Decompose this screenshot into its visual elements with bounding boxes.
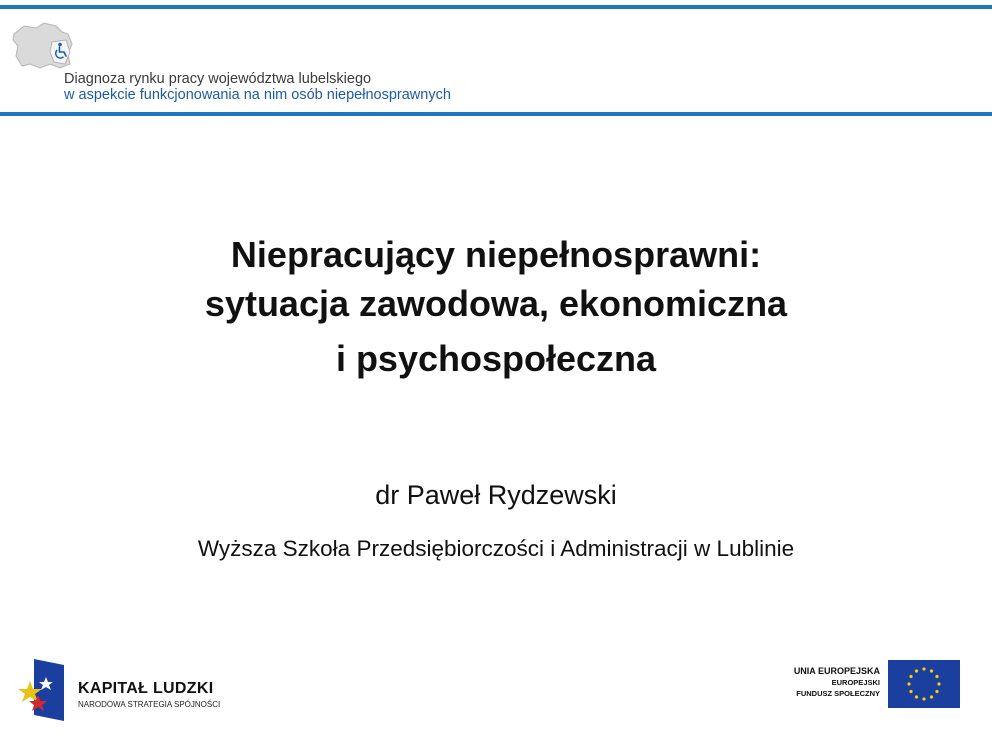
- title-line3: i psychospołeczna: [335, 338, 657, 379]
- poland-map-wheelchair-icon: [10, 20, 80, 72]
- kapital-ludzki-name: KAPITAŁ LUDZKI: [78, 680, 214, 697]
- author-name: dr Paweł Rydzewski: [375, 480, 617, 510]
- title-line1: Niepracujący niepełnosprawni:: [230, 234, 762, 275]
- slide-title: [0, 230, 992, 383]
- eu-line3: FUNDUSZ SPOŁECZNY: [796, 689, 880, 698]
- kapital-ludzki-logo: [16, 655, 72, 725]
- eu-star: [909, 690, 912, 693]
- title-line2: sytuacja zawodowa, ekonomiczna: [204, 283, 788, 324]
- eu-star: [915, 669, 918, 672]
- eu-line2: EUROPEJSKI: [831, 678, 880, 687]
- eu-star: [935, 675, 938, 678]
- header-title-line1: Diagnoza rynku pracy województwa lubelskiego: [64, 71, 372, 87]
- kapital-ludzki-subtitle: NARODOWA STRATEGIA SPÓJNOŚCI: [78, 700, 221, 709]
- eu-star: [922, 697, 925, 700]
- eu-star: [922, 667, 925, 670]
- eu-star: [930, 695, 933, 698]
- eu-star: [909, 675, 912, 678]
- eu-star: [915, 695, 918, 698]
- author-affiliation: Wyższa Szkoła Przedsiębiorczości i Administracji w Lublinie: [197, 536, 795, 561]
- eu-star: [907, 682, 910, 685]
- eu-star: [935, 690, 938, 693]
- eu-star: [930, 669, 933, 672]
- header-title-line2: w aspekcie funkcjonowania na nim osób niepełnosprawnych: [64, 87, 451, 103]
- eu-fund-label: [794, 666, 880, 699]
- eu-star: [937, 682, 940, 685]
- header-top-rule: [0, 5, 992, 9]
- eu-flag-icon: [888, 660, 960, 708]
- eu-line1: UNIA EUROPEJSKA: [793, 666, 880, 676]
- header-bottom-rule: [0, 112, 992, 116]
